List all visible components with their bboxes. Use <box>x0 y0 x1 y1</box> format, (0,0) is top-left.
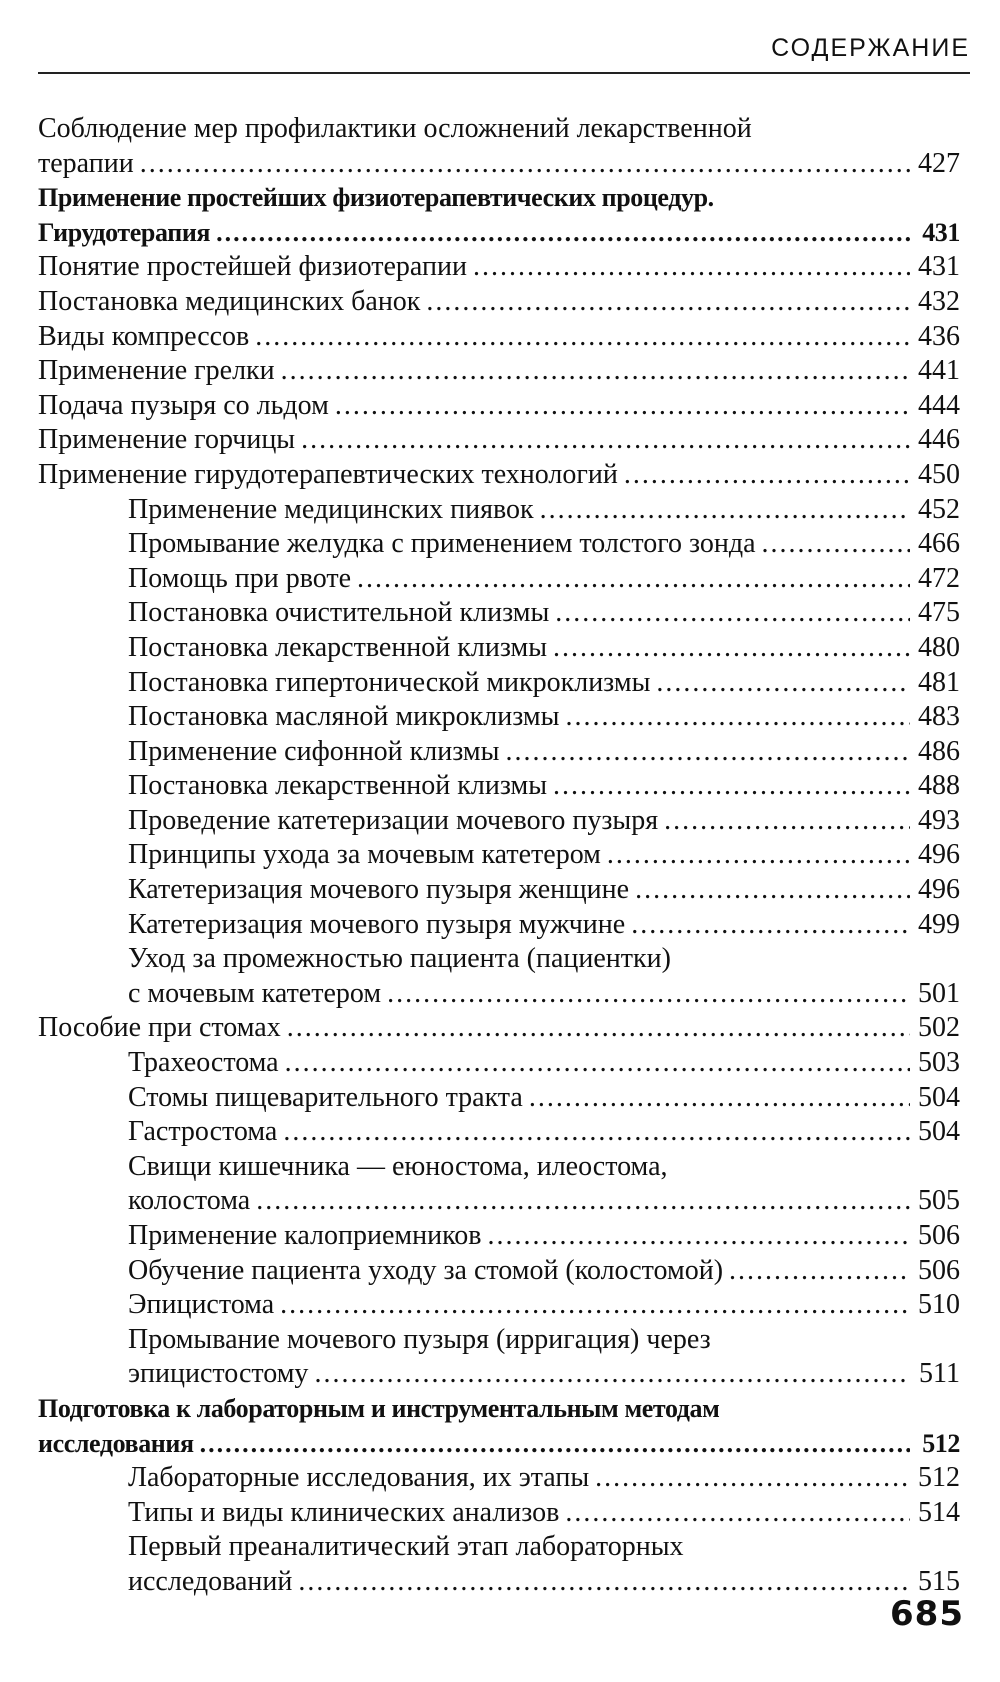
toc-entry <box>38 181 960 250</box>
toc-entry <box>38 527 960 562</box>
toc-entry-line <box>128 1496 960 1531</box>
toc-entry <box>38 596 960 631</box>
dot-leader <box>473 250 910 285</box>
toc-entry-line <box>38 147 960 182</box>
toc-entry-line <box>38 250 960 285</box>
toc-entry-page: 475 <box>918 597 960 629</box>
toc-entry <box>38 769 960 804</box>
toc-entry-line <box>128 527 960 562</box>
toc-entry <box>38 1496 960 1531</box>
dot-leader <box>635 873 910 908</box>
toc-entry-title: Катетеризация мочевого пузыря мужчине <box>128 908 626 940</box>
toc-entry-title: Стомы пищеварительного тракта <box>128 1081 523 1113</box>
toc-entry-title: Применение медицинских пиявок <box>128 493 534 525</box>
toc-entry-line <box>128 700 960 735</box>
toc-entry-line <box>128 804 960 839</box>
toc-entry-line <box>128 493 960 528</box>
dot-leader <box>762 527 910 562</box>
toc-entry-title: Постановка лекарственной клизмы <box>128 770 548 802</box>
toc-entry-title: Применение сифонной клизмы <box>128 735 500 767</box>
toc-entry <box>38 354 960 389</box>
dot-leader <box>505 735 910 770</box>
toc-entry-page: 511 <box>919 1358 960 1390</box>
dot-leader <box>426 285 910 320</box>
toc-entry-title: колостома <box>128 1185 251 1217</box>
toc-entry-line <box>128 1288 960 1323</box>
toc-entry <box>38 320 960 355</box>
toc-entry-page: 483 <box>918 701 960 733</box>
dot-leader <box>664 804 910 839</box>
toc-entry-line <box>128 596 960 631</box>
toc-entry-title: Проведение катетеризации мочевого пузыря <box>128 804 659 836</box>
toc-entry <box>38 735 960 770</box>
toc-entry-page: 427 <box>918 147 960 179</box>
dot-leader <box>281 354 910 389</box>
toc-entry <box>38 1530 960 1599</box>
toc-entry-title: Лабораторные исследования, их этапы <box>128 1462 590 1494</box>
dot-leader <box>387 977 910 1012</box>
toc-entry-page: 466 <box>918 528 960 560</box>
toc-entry-line <box>38 1011 960 1046</box>
toc-entry-page: 503 <box>918 1047 960 1079</box>
dot-leader <box>631 908 910 943</box>
toc-entry <box>38 631 960 666</box>
toc-entry-title: Применение горчицы <box>38 424 296 456</box>
toc-entry <box>38 942 960 1011</box>
dot-leader <box>607 838 910 873</box>
toc-entry-title: Постановка лекарственной клизмы <box>128 631 548 663</box>
toc-entry-title-line: Свищи кишечника — еюностома, илеостома, <box>128 1150 668 1182</box>
toc-entry <box>38 423 960 458</box>
toc-entry-title: Промывание желудка с применением толстого зонда <box>128 528 756 560</box>
toc-entry <box>38 1288 960 1323</box>
toc-entry-line <box>38 458 960 493</box>
toc-entry-title: терапии <box>38 147 134 179</box>
toc-entry-page: 431 <box>922 217 960 247</box>
toc-entry-line <box>128 873 960 908</box>
toc-entry-title: Постановка очистительной клизмы <box>128 597 550 629</box>
toc-entry-title: эпицистостому <box>128 1358 309 1390</box>
toc-entry-page: 504 <box>918 1116 960 1148</box>
toc-entry-line <box>128 1081 960 1116</box>
toc-entry <box>38 908 960 943</box>
dot-leader <box>298 1565 910 1600</box>
dot-leader <box>656 666 910 701</box>
toc-entry-line <box>128 735 960 770</box>
toc-entry <box>38 1046 960 1081</box>
toc-entry-title: Гастростома <box>128 1116 278 1148</box>
toc-entry-line <box>128 631 960 666</box>
toc-entry <box>38 1219 960 1254</box>
toc-entry-page: 499 <box>918 908 960 940</box>
toc-entry-line <box>128 1046 960 1081</box>
toc-entry-title: Постановка масляной микроклизмы <box>128 701 560 733</box>
toc-entry-title-line: Первый преаналитический этап лабораторных <box>128 1531 684 1563</box>
dot-leader <box>140 147 910 182</box>
toc-entry-line <box>128 1565 960 1600</box>
toc-entry-title: Применение гирудотерапевтических технологий <box>38 458 618 490</box>
toc-entry-title-line: Соблюдение мер профилактики осложнений лекарственной <box>38 113 752 144</box>
toc-entry-line <box>38 320 960 355</box>
toc-entry-line <box>128 1115 960 1150</box>
toc-entry-page: 512 <box>918 1462 960 1494</box>
dot-leader <box>256 1184 910 1219</box>
toc-entry-line <box>128 769 960 804</box>
toc-entry-title: Принципы ухода за мочевым катетером <box>128 839 601 871</box>
toc-entry-line <box>128 1357 960 1392</box>
toc-entry-title: Понятие простейшей физиотерапии <box>38 251 467 283</box>
dot-leader <box>553 631 910 666</box>
toc-entry-line <box>128 977 960 1012</box>
toc-entry-title: Типы и виды клинических анализов <box>128 1496 560 1528</box>
toc-entry-line <box>38 1427 960 1462</box>
page-number: 685 <box>890 1594 964 1634</box>
toc-entry <box>38 700 960 735</box>
dot-leader <box>565 700 910 735</box>
toc-entry-page: 450 <box>918 458 960 490</box>
toc-entry <box>38 1461 960 1496</box>
toc-entry <box>38 112 960 181</box>
dot-leader <box>314 1357 910 1392</box>
toc-entry <box>38 1323 960 1392</box>
toc-entry-page: 444 <box>918 389 960 421</box>
dot-leader <box>255 320 910 355</box>
toc-entry <box>38 1254 960 1289</box>
toc-entry <box>38 1392 960 1461</box>
toc-entry-title-line: Подготовка к лабораторным и инструментальным методам <box>38 1393 720 1423</box>
toc-entry-line <box>38 389 960 424</box>
dot-leader <box>487 1219 910 1254</box>
toc-entry <box>38 1150 960 1219</box>
toc-entry-page: 506 <box>918 1220 960 1251</box>
toc-entry <box>38 562 960 597</box>
toc-entry-page: 488 <box>918 770 960 802</box>
toc-entry-line <box>128 1184 960 1219</box>
toc-entry-title: с мочевым катетером <box>128 977 382 1009</box>
toc-entry-title: Постановка гипертонической микроклизмы <box>128 666 651 698</box>
toc-entry <box>38 666 960 701</box>
toc-entry-page: 501 <box>918 977 960 1009</box>
toc-entry-page: 432 <box>918 285 960 317</box>
toc-entry <box>38 873 960 908</box>
toc-entry-line <box>128 666 960 701</box>
toc-entry-page: 446 <box>918 424 960 456</box>
dot-leader <box>565 1496 910 1531</box>
dot-leader <box>729 1254 910 1289</box>
toc-entry-title: Подача пузыря со льдом <box>38 389 329 421</box>
toc-entry-title-line: Промывание мочевого пузыря (ирригация) через <box>128 1323 711 1355</box>
toc-entry-title: Пособие при стомах <box>38 1012 281 1044</box>
toc-entry <box>38 389 960 424</box>
toc-entry <box>38 458 960 493</box>
dot-leader <box>301 423 910 458</box>
dot-leader <box>595 1461 910 1496</box>
dot-leader <box>529 1081 910 1116</box>
toc-entry-line <box>38 216 960 251</box>
toc-entry-page: 496 <box>918 839 960 871</box>
toc-entry <box>38 804 960 839</box>
toc-entry-title: Обучение пациента уходу за стомой (колостомой) <box>128 1254 724 1286</box>
toc-entry-page: 493 <box>918 804 960 836</box>
toc-entry-line <box>128 562 960 597</box>
toc-entry-title: Эпицистома <box>128 1289 275 1321</box>
toc-entry-page: 481 <box>918 666 960 698</box>
dot-leader <box>216 216 910 251</box>
toc-entry-page: 515 <box>918 1565 960 1597</box>
toc-entry-page: 504 <box>918 1081 960 1113</box>
toc-entry <box>38 285 960 320</box>
toc-entry-line <box>38 285 960 320</box>
toc-entry <box>38 1081 960 1116</box>
toc-entry-page: 506 <box>918 1254 960 1286</box>
toc-entry-title: исследования <box>38 1428 194 1458</box>
dot-leader <box>540 493 910 528</box>
dot-leader <box>287 1011 910 1046</box>
toc-entry-title: Гирудотерапия <box>38 217 211 247</box>
dot-leader <box>624 458 910 493</box>
toc-entry-page: 431 <box>918 251 960 283</box>
toc-entry-title: Постановка медицинских банок <box>38 285 421 317</box>
dot-leader <box>335 389 910 424</box>
toc-entry-line <box>38 423 960 458</box>
toc-entry-line <box>38 354 960 389</box>
toc-entry <box>38 838 960 873</box>
toc-entry <box>38 250 960 285</box>
toc-entry-title: Помощь при рвоте <box>128 562 352 594</box>
toc-entry-line <box>128 908 960 943</box>
dot-leader <box>280 1288 910 1323</box>
toc-entry-title: Применение грелки <box>38 355 275 387</box>
toc-entry-title: Виды компрессов <box>38 320 250 352</box>
toc-entry-page: 441 <box>918 355 960 387</box>
toc-entry-title-line: Применение простейших физиотерапевтических процедур. <box>38 183 714 213</box>
table-of-contents <box>38 112 960 1600</box>
toc-entry-line <box>128 1461 960 1496</box>
toc-entry-page: 452 <box>918 493 960 525</box>
toc-entry-page: 512 <box>922 1428 960 1458</box>
dot-leader <box>285 1046 910 1081</box>
toc-entry-line <box>128 1219 960 1254</box>
toc-entry-page: 436 <box>918 320 960 352</box>
toc-entry-title-line: Уход за промежностью пациента (пациентки) <box>128 943 671 975</box>
toc-entry-page: 514 <box>918 1496 960 1528</box>
toc-entry-line <box>128 1254 960 1289</box>
toc-entry-page: 472 <box>918 562 960 594</box>
toc-entry-title: Катетеризация мочевого пузыря женщине <box>128 874 630 906</box>
dot-leader <box>200 1427 910 1462</box>
toc-entry-page: 502 <box>918 1012 960 1044</box>
dot-leader <box>357 562 910 597</box>
toc-entry <box>38 1011 960 1046</box>
toc-entry-page: 510 <box>918 1289 960 1321</box>
header-rule <box>38 72 970 74</box>
toc-entry <box>38 493 960 528</box>
dot-leader <box>283 1115 910 1150</box>
toc-entry-line <box>128 838 960 873</box>
running-header-title: СОДЕРЖАНИЕ <box>771 34 970 62</box>
toc-entry-page: 496 <box>918 874 960 906</box>
toc-entry-page: 505 <box>918 1185 960 1217</box>
toc-entry <box>38 1115 960 1150</box>
dot-leader <box>553 769 910 804</box>
toc-entry-page: 480 <box>918 631 960 663</box>
dot-leader <box>555 596 910 631</box>
toc-entry-title: Трахеостома <box>128 1047 279 1079</box>
toc-entry-title: Применение калоприемников <box>128 1220 482 1251</box>
toc-entry-title: исследований <box>128 1565 293 1597</box>
toc-entry-page: 486 <box>918 735 960 767</box>
